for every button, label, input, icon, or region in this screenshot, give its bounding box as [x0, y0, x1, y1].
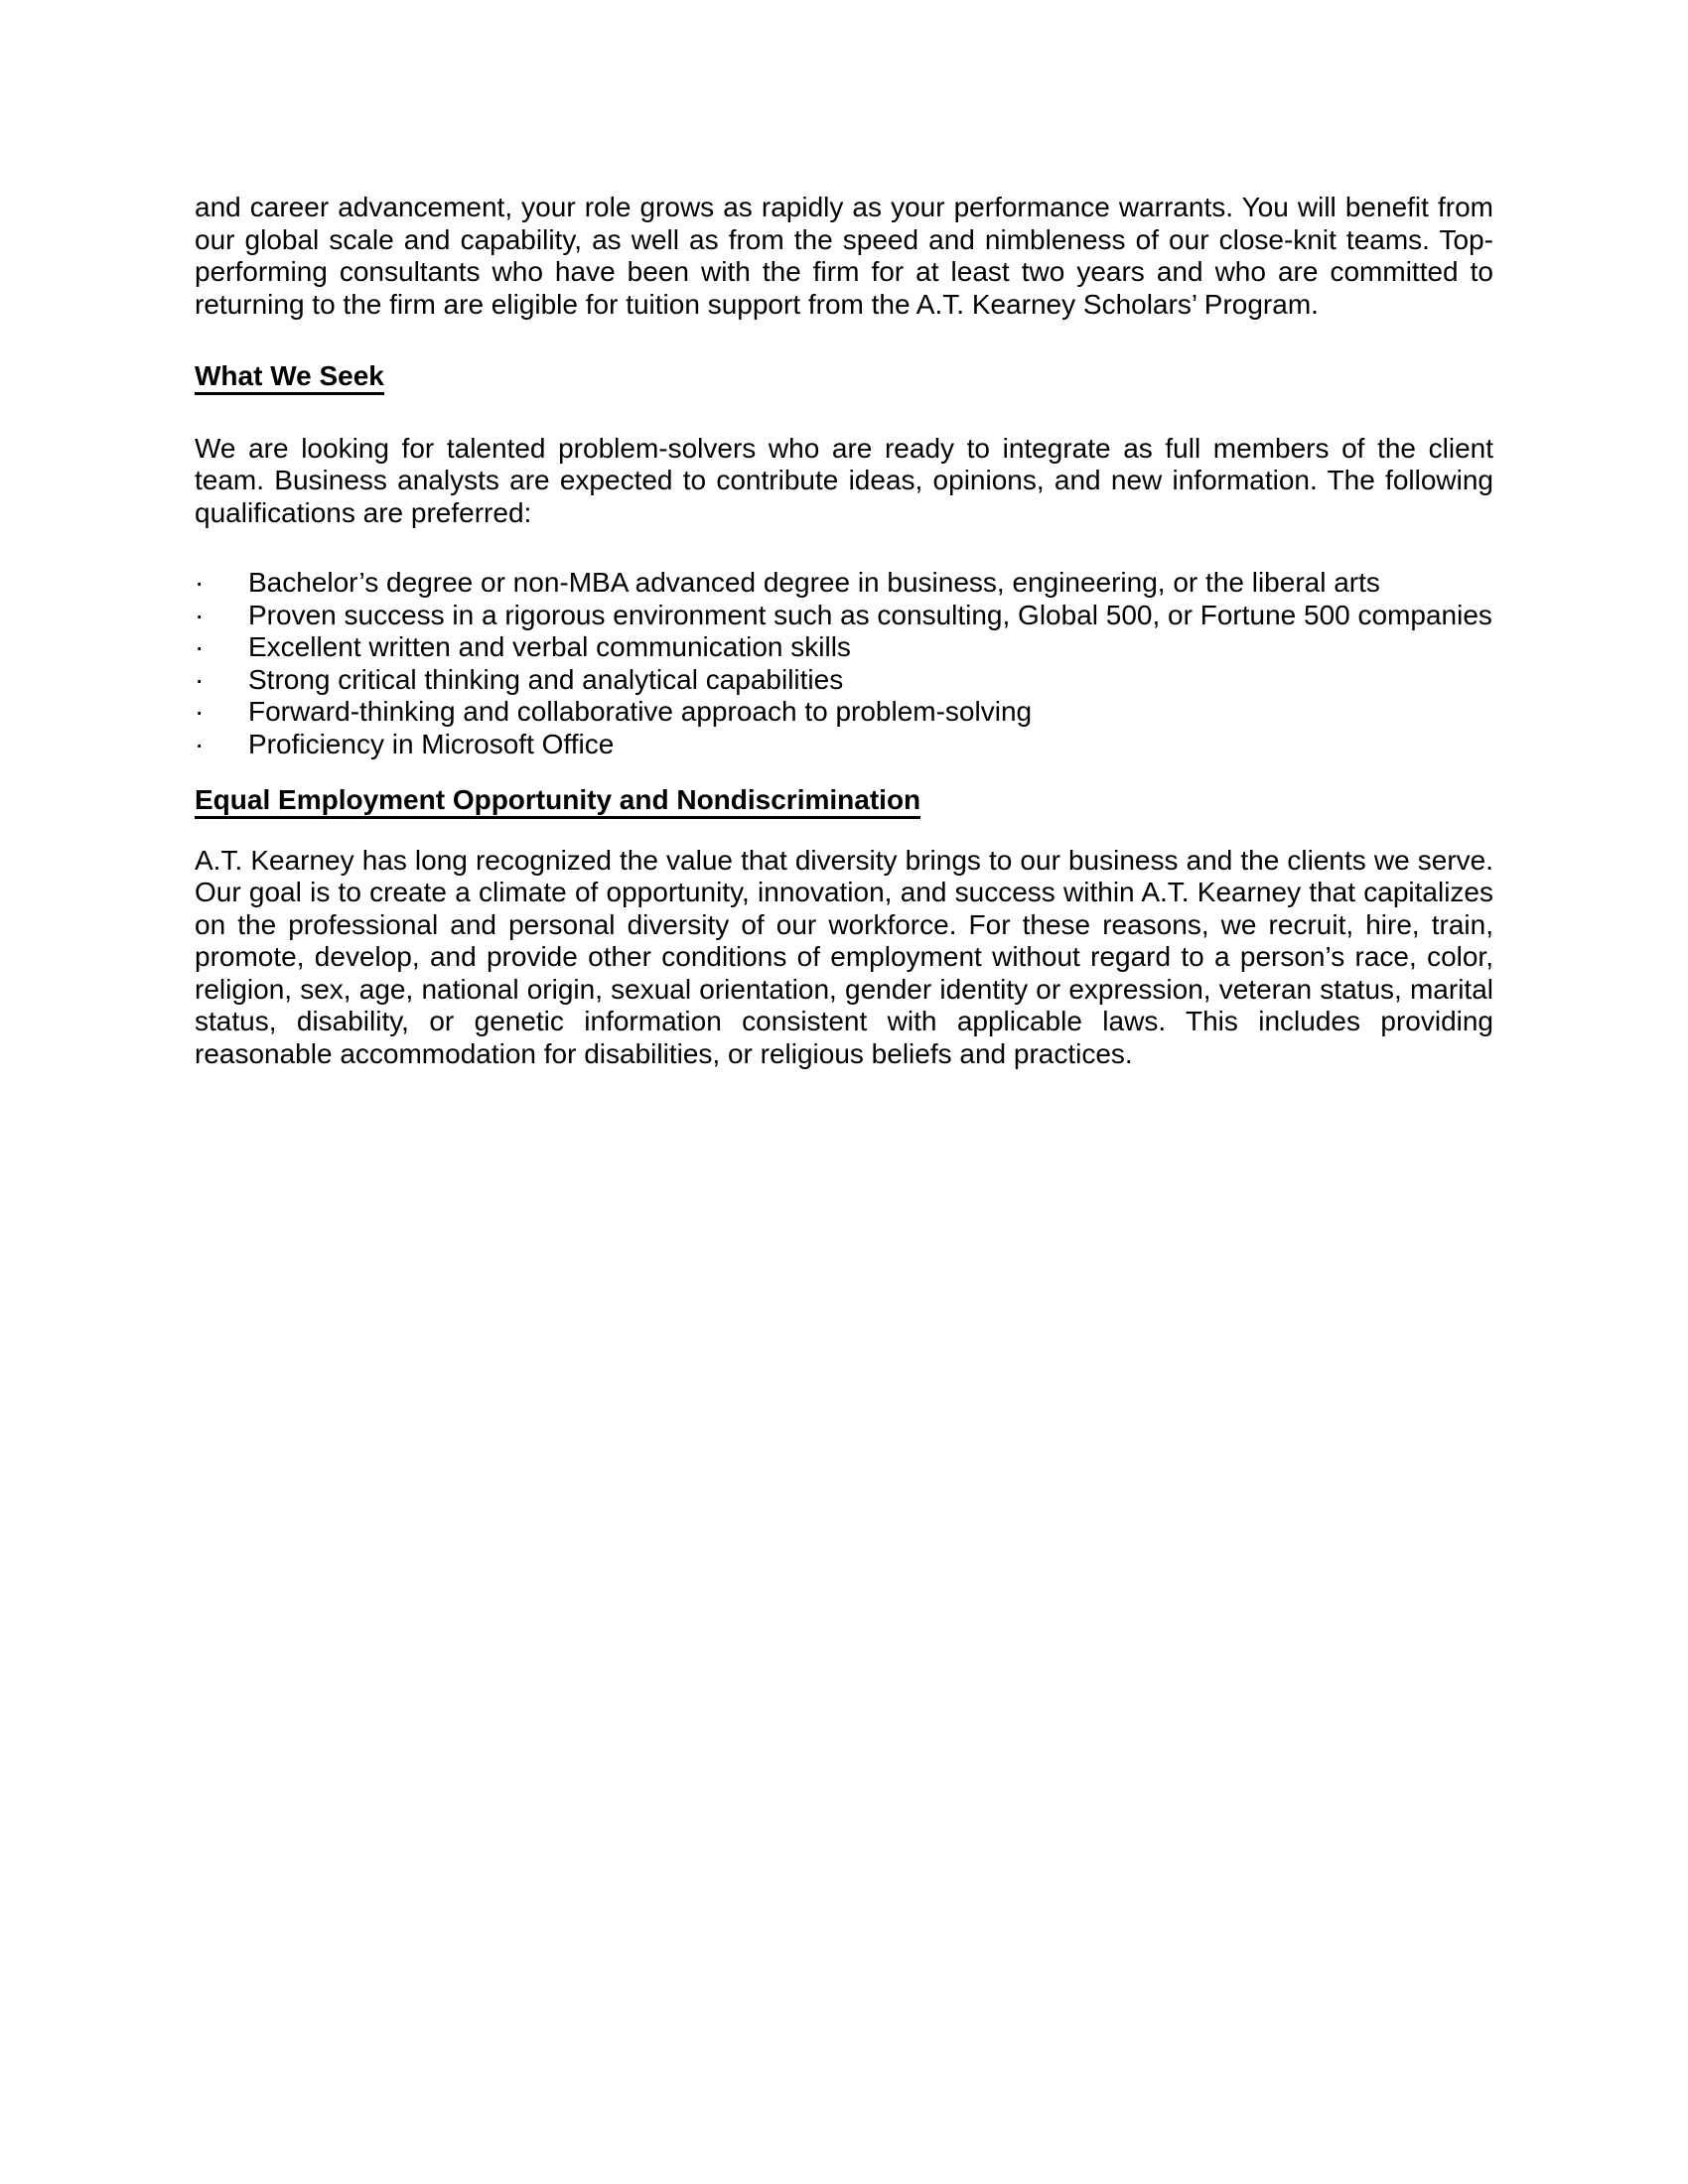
bullet-icon: · [195, 728, 205, 759]
eeo-heading [195, 784, 1493, 817]
bullet-icon: · [195, 567, 205, 598]
list-item-text: Proven success in a rigorous environment such as consulting, Global 500, or Fortune 500 companies [248, 599, 1492, 630]
bullet-icon: · [195, 663, 205, 695]
bullet-icon: · [195, 696, 205, 727]
document-content [195, 192, 1493, 1070]
intro-paragraph: and career advancement, your role grows as rapidly as your performance warrants. You will benefit from our global scale and capability, as well as from the speed and nimbleness of our close-knit teams. Top-performing consultants who have been with the firm for at least two years and who are committed to returning to the firm are eligible for tuition support from the A.T. Kearney Scholars’ Program. [195, 192, 1493, 320]
list-item [195, 567, 1493, 600]
list-item-text: Bachelor’s degree or non-MBA advanced degree in business, engineering, or the liberal arts [248, 567, 1380, 598]
eeo-heading-text: Equal Employment Opportunity and Nondiscrimination [195, 784, 920, 819]
list-item-text: Forward-thinking and collaborative approach to problem-solving [248, 696, 1033, 727]
what-we-seek-heading-text: What We Seek [195, 360, 384, 395]
list-item-text: Excellent written and verbal communication skills [248, 631, 851, 662]
list-item [195, 600, 1493, 632]
list-item [195, 729, 1493, 761]
qualifications-list [195, 567, 1493, 760]
list-item [195, 664, 1493, 697]
what-we-seek-paragraph: We are looking for talented problem-solvers who are ready to integrate as full members of the client team. Business analysts are expected to contribute ideas, opinions, and new information. The following qualifications are preferred: [195, 432, 1493, 528]
list-item [195, 631, 1493, 664]
bullet-icon: · [195, 599, 205, 630]
bullet-icon: · [195, 631, 205, 662]
what-we-seek-heading [195, 360, 1493, 393]
list-item-text: Proficiency in Microsoft Office [248, 728, 615, 759]
list-item [195, 696, 1493, 729]
list-item-text: Strong critical thinking and analytical capabilities [248, 663, 844, 695]
eeo-paragraph: A.T. Kearney has long recognized the value that diversity brings to our business and the clients we serve. Our goal is to create a climate of opportunity, innovation, and success within A.T. Kearney that capitalizes on the professional and personal diversity of our workforce. For these reasons, we recruit, hire, train, promote, develop, and provide other conditions of employment without regard to a person’s race, color, religion, sex, age, national origin, sexual orientation, gender identity or expression, veteran status, marital status, disability, or genetic information consistent with applicable laws. This includes providing reasonable accommodation for disabilities, or religious beliefs and practices. [195, 844, 1493, 1069]
